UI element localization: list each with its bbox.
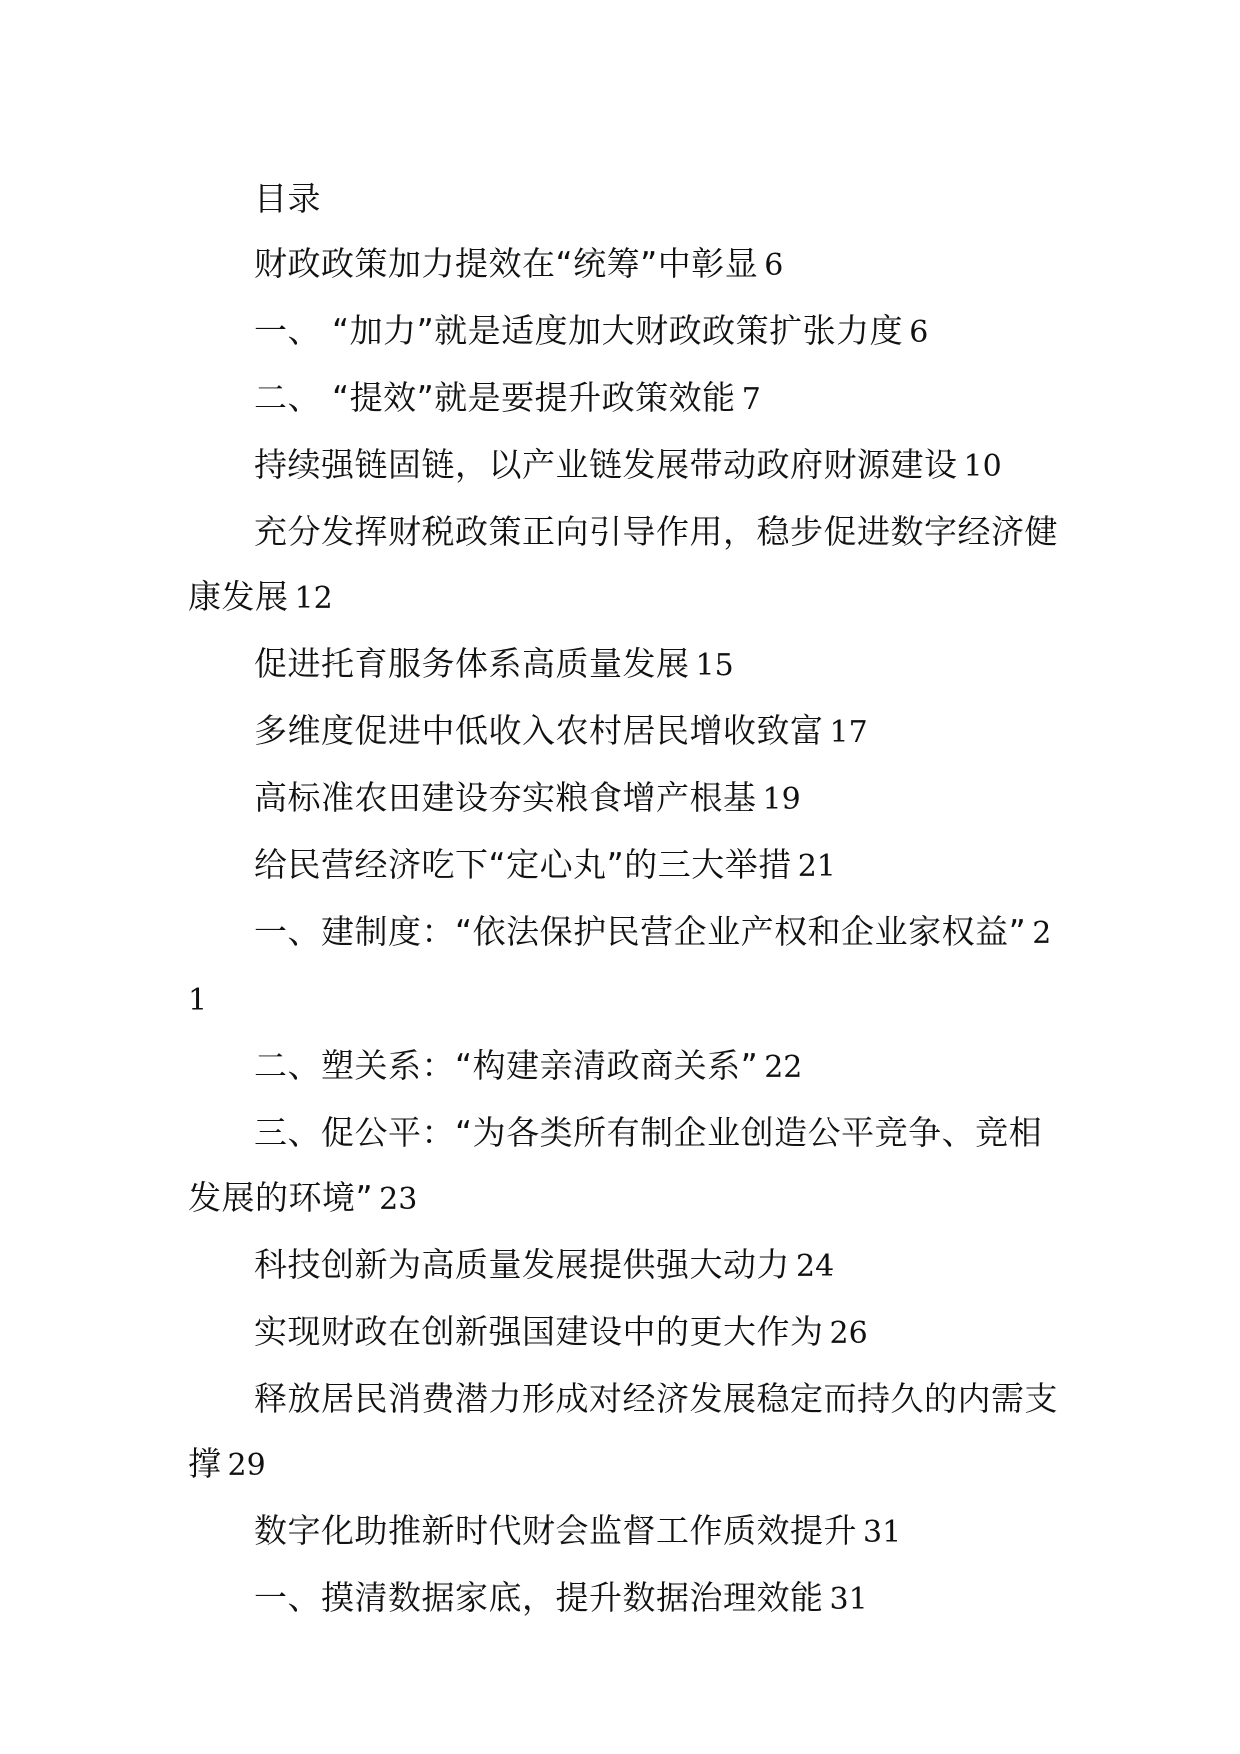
toc-entry[interactable] [188,698,1068,765]
toc-entry[interactable] [188,432,1068,499]
toc-entry-text: 二、 “提效”就是要提升政策效能 [254,378,736,417]
toc-entry-text: 财政政策加力提效在“统筹”中彰显 [254,244,759,283]
toc-entry-page: 12 [294,581,333,616]
toc-entry-page: 17 [829,715,868,750]
toc-entry-text: 持续强链固链，以产业链发展带动政府财源建设 [254,445,958,484]
toc-entry-text: 充分发挥财税政策正向引导作用，稳步促进数字经济健康发展 [188,512,1058,616]
toc-entry-text: 促进托育服务体系高质量发展 [254,644,690,683]
toc-entry-text: 一、摸清数据家底，提升数据治理效能 [254,1578,824,1617]
toc-entry[interactable] [188,899,1068,1033]
toc-entry-page: 23 [379,1182,418,1217]
toc-entry-page: 21 [188,916,1052,1018]
toc-entry-page: 6 [764,248,784,283]
toc-entry-text: 多维度促进中低收入农村居民增收致富 [254,711,824,750]
toc-entry[interactable] [188,1232,1068,1299]
toc-entry-page: 10 [963,449,1002,484]
toc-entry-page: 24 [796,1249,835,1284]
toc-entry-page: 19 [762,782,801,817]
toc-entry[interactable] [188,298,1068,365]
toc-entry-text: 数字化助推新时代财会监督工作质效提升 [254,1511,857,1550]
toc-entry-page: 22 [764,1050,803,1085]
toc-entry-text: 实现财政在创新强国建设中的更大作为 [254,1312,824,1351]
toc-entry[interactable] [188,631,1068,698]
toc-entry[interactable] [188,1033,1068,1100]
toc-entry-text: 高标准农田建设夯实粮食增产根基 [254,778,757,817]
toc-entry[interactable] [188,1299,1068,1366]
toc-entry-text: 一、建制度：“依法保护民营企业产权和企业家权益” [254,912,1027,951]
toc-entry[interactable] [188,1366,1068,1498]
toc-entry[interactable] [188,1498,1068,1565]
toc-entry-text: 一、 “加力”就是适度加大财政政策扩张力度 [254,311,904,350]
toc-entry-text: 三、促公平：“为各类所有制企业创造公平竞争、竞相发展的环境” [188,1113,1043,1217]
toc-entry[interactable] [188,365,1068,432]
table-of-contents [188,166,1068,1632]
toc-entry[interactable] [188,1100,1068,1232]
toc-entry-page: 26 [829,1316,868,1351]
toc-entry-text: 给民营经济吃下“定心丸”的三大举措 [254,845,792,884]
toc-entry-page: 21 [797,849,836,884]
toc-entry-page: 31 [863,1515,902,1550]
toc-entry[interactable] [188,1565,1068,1632]
toc-entry-page: 7 [741,382,761,417]
toc-entry[interactable] [188,765,1068,832]
toc-entry-page: 15 [695,648,734,683]
toc-entry-text: 释放居民消费潜力形成对经济发展稳定而持久的内需支撑 [188,1379,1058,1483]
toc-entry-page: 29 [227,1448,266,1483]
toc-entry-text: 二、塑关系：“构建亲清政商关系” [254,1046,759,1085]
toc-entry[interactable] [188,499,1068,631]
toc-entry-page: 6 [909,315,929,350]
toc-entry-page: 31 [829,1582,868,1617]
toc-entry-text: 科技创新为高质量发展提供强大动力 [254,1245,790,1284]
toc-entry[interactable] [188,231,1068,298]
toc-entry[interactable] [188,832,1068,899]
toc-title: 目录 [254,179,321,218]
